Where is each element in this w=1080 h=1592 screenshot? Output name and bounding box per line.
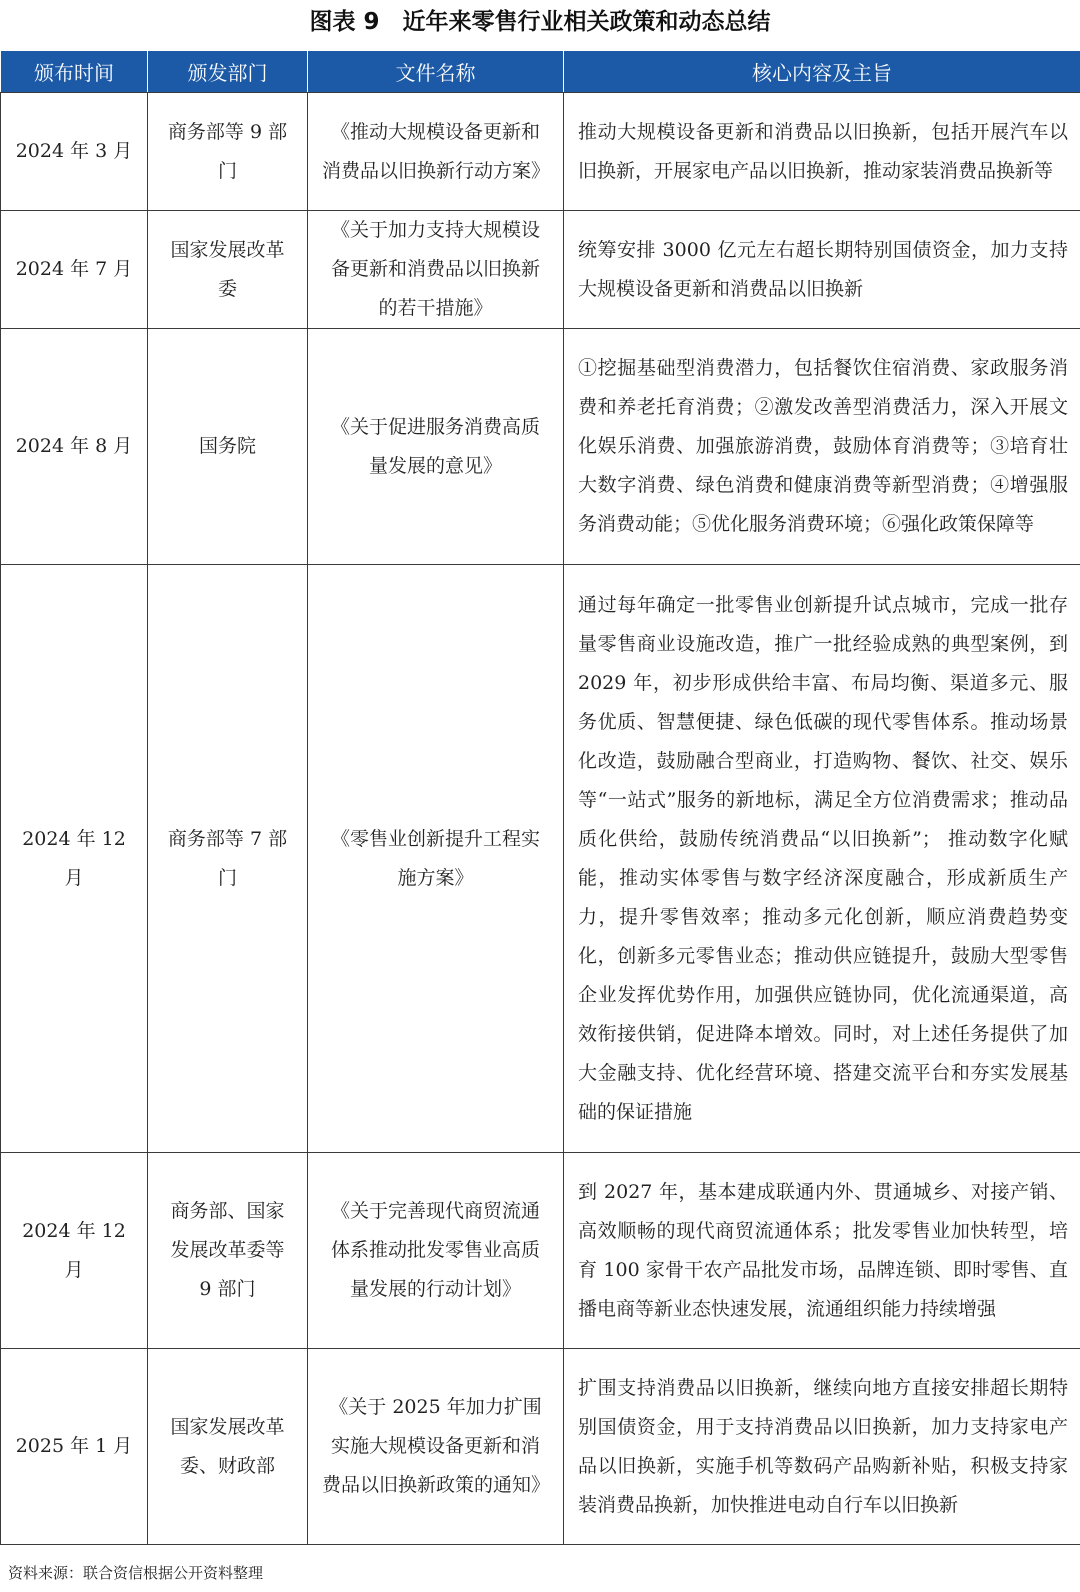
header-doc: 文件名称 [308,51,564,93]
cell-doc: 《关于促进服务消费高质量发展的意见》 [308,329,564,565]
policy-table [0,50,1080,1545]
table-row [1,1153,1080,1349]
cell-dept: 国家发展改革委、财政部 [148,1349,308,1545]
cell-time: 2024 年 12 月 [1,565,148,1153]
cell-time: 2024 年 3 月 [1,93,148,211]
cell-doc: 《推动大规模设备更新和消费品以旧换新行动方案》 [308,93,564,211]
cell-doc: 《零售业创新提升工程实施方案》 [308,565,564,1153]
cell-content: 通过每年确定一批零售业创新提升试点城市，完成一批存量零售商业设施改造，推广一批经验成熟的典型案例，到 2029 年，初步形成供给丰富、布局均衡、渠道多元、服务优质、智慧便捷、绿色低碳的现代零售体系。推动场景化改造，鼓励融合型商业，打造购物、餐饮、社交、娱乐等“一站式”服务的新地标，满足全方位消费需求；推动品质化供给，鼓励传统消费品“以旧换新”； 推动数字化赋能，推动实体零售与数字经济深度融合，形成新质生产力，提升零售效率；推动多元化创新，顺应消费趋势变化，创新多元零售业态；推动供应链提升，鼓励大型零售企业发挥优势作用，加强供应链协同，优化流通渠道，高效衔接供销，促进降本增效。同时，对上述任务提供了加大金融支持、优化经营环境、搭建交流平台和夯实发展基础的保证措施 [564,565,1080,1153]
table-row [1,565,1080,1153]
cell-time: 2024 年 7 月 [1,211,148,329]
cell-content: 到 2027 年，基本建成联通内外、贯通城乡、对接产销、高效顺畅的现代商贸流通体系；批发零售业加快转型，培育 100 家骨干农产品批发市场，品牌连锁、即时零售、直播电商等新业态快速发展，流通组织能力持续增强 [564,1153,1080,1349]
cell-dept: 商务部、国家发展改革委等 9 部门 [148,1153,308,1349]
figure-title: 图表 9 近年来零售行业相关政策和动态总结 [309,9,771,35]
header-content: 核心内容及主旨 [564,51,1080,93]
cell-content: 统筹安排 3000 亿元左右超长期特别国债资金，加力支持大规模设备更新和消费品以旧换新 [564,211,1080,329]
table-row [1,93,1080,211]
cell-doc: 《关于加力支持大规模设备更新和消费品以旧换新的若干措施》 [308,211,564,329]
cell-time: 2025 年 1 月 [1,1349,148,1545]
table-row [1,329,1080,565]
table-row [1,1349,1080,1545]
source-note: 资料来源：联合资信根据公开资料整理 [8,1564,264,1582]
cell-content: 扩围支持消费品以旧换新，继续向地方直接安排超长期特别国债资金，用于支持消费品以旧换新，加力支持家电产品以旧换新，实施手机等数码产品购新补贴，积极支持家装消费品换新，加快推进电动自行车以旧换新 [564,1349,1080,1545]
cell-content: ①挖掘基础型消费潜力，包括餐饮住宿消费、家政服务消费和养老托育消费；②激发改善型消费活力，深入开展文化娱乐消费、加强旅游消费，鼓励体育消费等；③培育壮大数字消费、绿色消费和健康消费等新型消费；④增强服务消费动能；⑤优化服务消费环境；⑥强化政策保障等 [564,329,1080,565]
cell-time: 2024 年 12 月 [1,1153,148,1349]
header-row [1,51,1080,93]
cell-content: 推动大规模设备更新和消费品以旧换新，包括开展汽车以旧换新，开展家电产品以旧换新，推动家装消费品换新等 [564,93,1080,211]
cell-dept: 国务院 [148,329,308,565]
cell-dept: 国家发展改革委 [148,211,308,329]
cell-doc: 《关于 2025 年加力扩围实施大规模设备更新和消费品以旧换新政策的通知》 [308,1349,564,1545]
cell-dept: 商务部等 9 部门 [148,93,308,211]
cell-time: 2024 年 8 月 [1,329,148,565]
cell-doc: 《关于完善现代商贸流通体系推动批发零售业高质量发展的行动计划》 [308,1153,564,1349]
header-time: 颁布时间 [1,51,148,93]
cell-dept: 商务部等 7 部门 [148,565,308,1153]
header-dept: 颁发部门 [148,51,308,93]
table-row [1,211,1080,329]
